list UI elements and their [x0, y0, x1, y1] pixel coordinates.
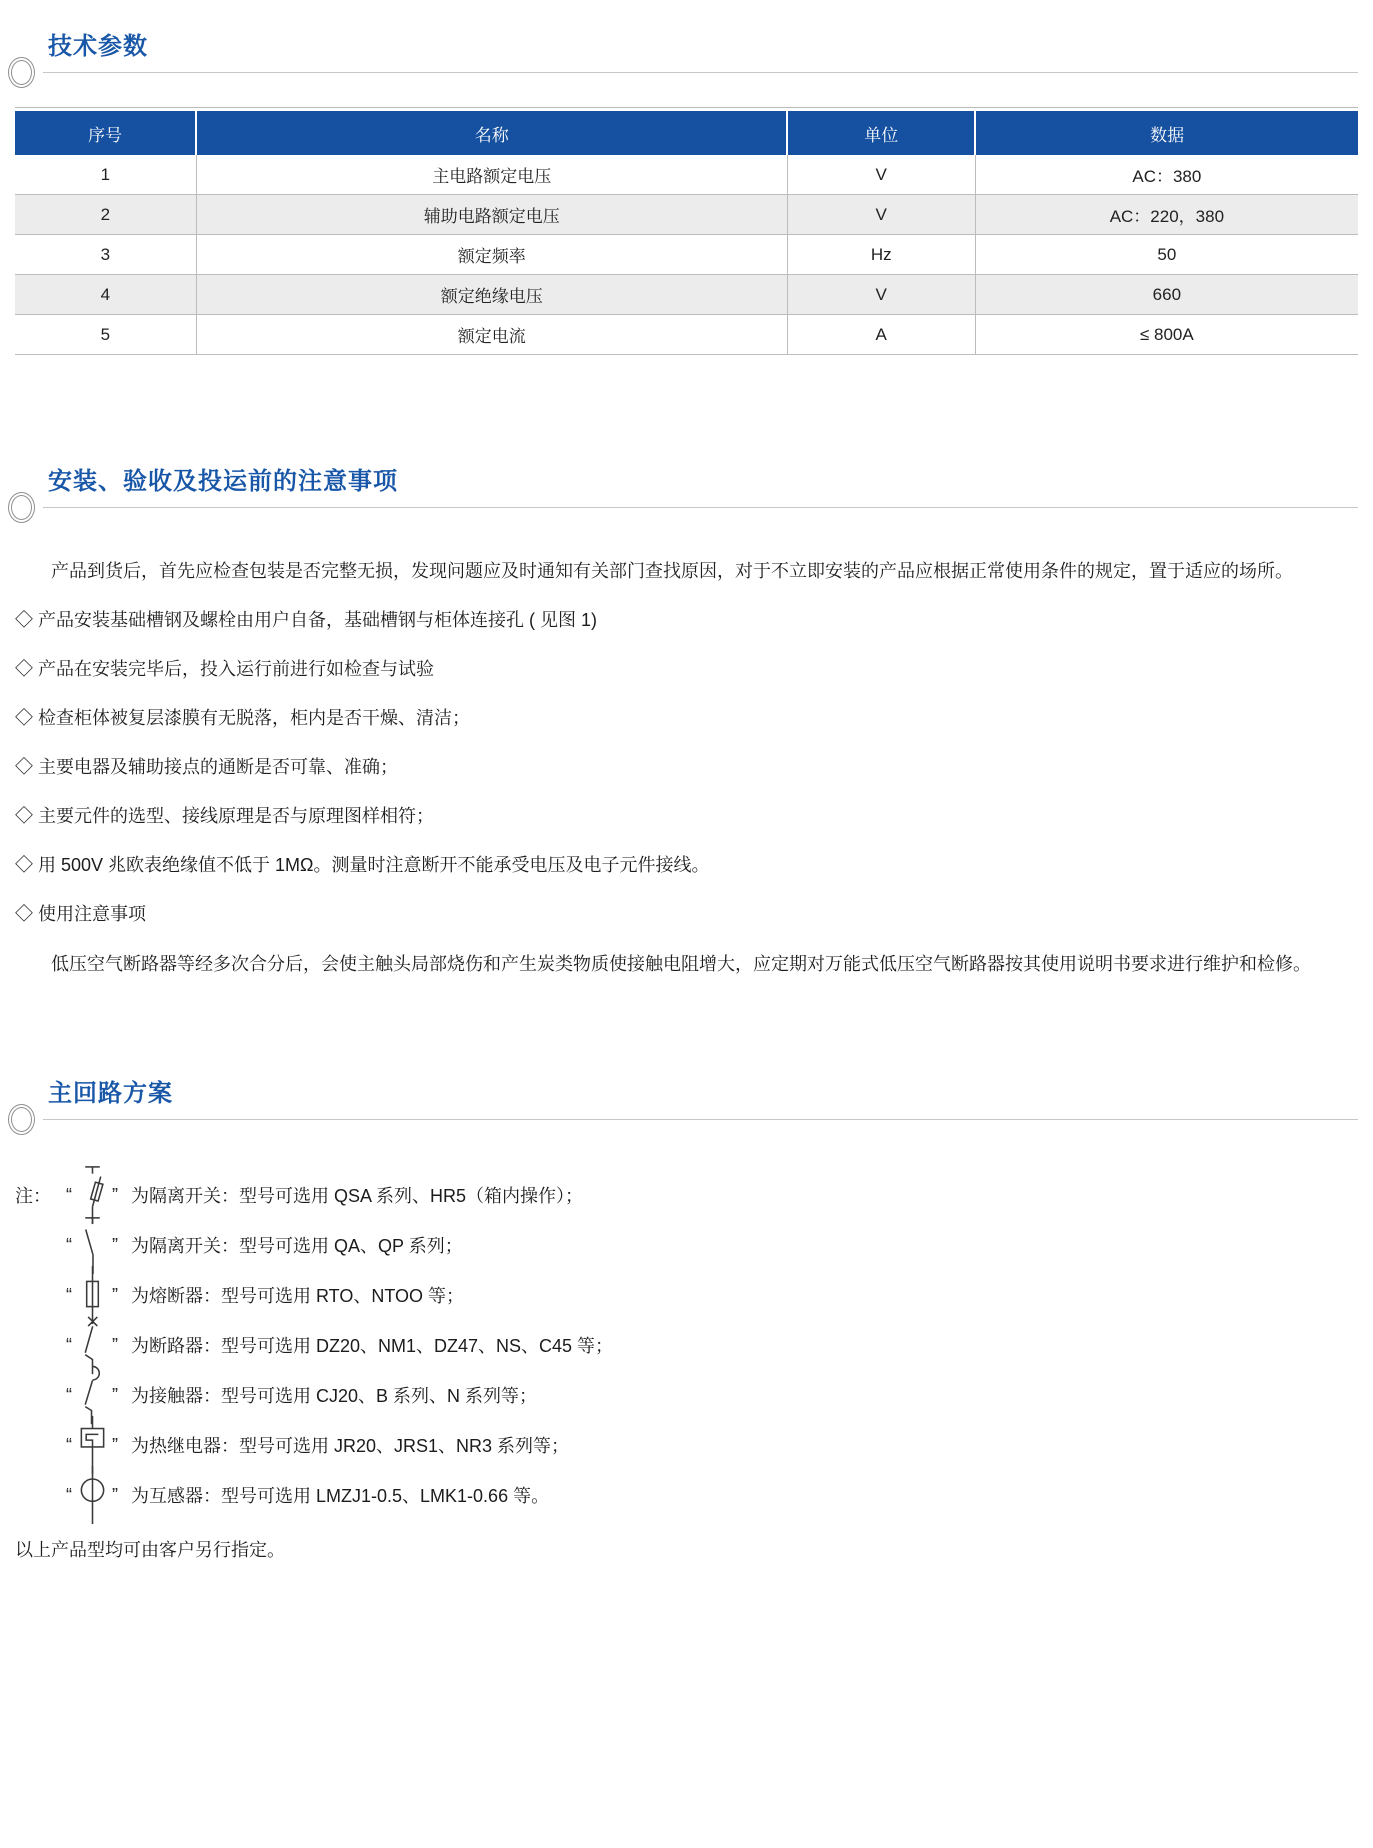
quote-close: ” — [112, 1384, 118, 1405]
cell-name: 辅助电路额定电压 — [196, 195, 787, 235]
cell-name: 额定绝缘电压 — [196, 275, 787, 315]
col-header-data: 数据 — [975, 111, 1358, 155]
table-row — [15, 275, 1358, 315]
circuit-breaker-icon — [75, 1320, 109, 1370]
table-row — [15, 235, 1358, 275]
cell-name: 主电路额定电压 — [196, 155, 787, 195]
quote-close: ” — [112, 1434, 118, 1455]
cell-index: 1 — [15, 155, 196, 195]
legend-text: 为熔断器：型号可选用 RTO、NTOO 等； — [131, 1286, 465, 1306]
cell-name: 额定电流 — [196, 315, 787, 355]
cell-name: 额定频率 — [196, 235, 787, 275]
section-title-install-notes: 安装、验收及投运前的注意事项 — [48, 468, 398, 495]
quote-open: “ — [66, 1384, 72, 1405]
cell-unit: V — [787, 195, 975, 235]
ring-decoration-icon — [8, 492, 35, 523]
table-row — [15, 315, 1358, 355]
checklist-item: ◇ 主要电器及辅助接点的通断是否可靠、准确； — [15, 757, 398, 777]
legend-footer: 以上产品型均可由客户另行指定。 — [15, 1540, 285, 1560]
quote-open: “ — [66, 1434, 72, 1455]
legend-row — [15, 1270, 1358, 1320]
legend-text: 为热继电器：型号可选用 JR20、JRS1、NR3 系列等； — [131, 1436, 570, 1456]
fused-disconnector-icon — [75, 1170, 109, 1220]
quote-open: “ — [66, 1234, 72, 1255]
col-header-name: 名称 — [196, 111, 787, 155]
outro-paragraph: 低压空气断路器等经多次合分后，会使主触头局部烧伤和产生炭类物质使接触电阻增大，应定期对万能式低压空气断路器按其使用说明书要求进行维护和检修。 — [51, 954, 1311, 974]
cell-data: AC：380 — [975, 155, 1358, 195]
legend-row — [15, 1220, 1358, 1270]
table-header-row — [15, 111, 1358, 155]
quote-open: “ — [66, 1334, 72, 1355]
checklist-item: ◇ 产品安装基础槽钢及螺栓由用户自备，基础槽钢与柜体连接孔 ( 见图 1) — [15, 610, 597, 630]
quote-open: “ — [66, 1484, 72, 1505]
legend-row — [15, 1170, 1358, 1220]
params-table — [15, 111, 1358, 355]
checklist-item: ◇ 主要元件的选型、接线原理是否与原理图样相符； — [15, 806, 434, 826]
rule-line — [43, 72, 1358, 73]
cell-unit: V — [787, 275, 975, 315]
fuse-icon — [75, 1270, 109, 1320]
quote-open: “ — [66, 1284, 72, 1305]
section-rule — [15, 63, 1358, 97]
cell-index: 5 — [15, 315, 196, 355]
cell-data: 50 — [975, 235, 1358, 275]
checklist-item: ◇ 使用注意事项 — [15, 904, 147, 924]
cell-unit: V — [787, 155, 975, 195]
quote-close: ” — [112, 1184, 118, 1205]
params-table-wrapper — [15, 107, 1358, 355]
intro-paragraph: 产品到货后，首先应检查包装是否完整无损，发现问题应及时通知有关部门查找原因，对于不立即安装的产品应根据正常使用条件的规定，置于适应的场所。 — [51, 561, 1293, 581]
legend-text: 为隔离开关：型号可选用 QSA 系列、HR5（箱内操作）； — [131, 1186, 584, 1206]
section-rule — [15, 1110, 1358, 1144]
thermal-relay-icon — [75, 1420, 109, 1470]
note-prefix: 注： — [15, 1186, 51, 1206]
section-tech-params — [15, 26, 1358, 355]
rule-line — [43, 507, 1358, 508]
cell-unit: Hz — [787, 235, 975, 275]
cell-index: 3 — [15, 235, 196, 275]
table-row — [15, 155, 1358, 195]
legend-text: 为隔离开关：型号可选用 QA、QP 系列； — [131, 1236, 463, 1256]
section-rule — [15, 498, 1358, 532]
col-header-unit: 单位 — [787, 111, 975, 155]
checklist-item: ◇ 用 500V 兆欧表绝缘值不低于 1MΩ。测量时注意断开不能承受电压及电子元件接线。 — [15, 855, 710, 875]
disconnector-icon — [75, 1220, 109, 1270]
cell-data: 660 — [975, 275, 1358, 315]
legend-row — [15, 1320, 1358, 1370]
cell-data: AC：220，380 — [975, 195, 1358, 235]
checklist-item: ◇ 产品在安装完毕后，投入运行前进行如检查与试验 — [15, 659, 434, 679]
cell-data: ≤ 800A — [975, 315, 1358, 355]
contactor-icon — [75, 1370, 109, 1420]
rule-line — [43, 1119, 1358, 1120]
checklist-item: ◇ 检查柜体被复层漆膜有无脱落，柜内是否干燥、清洁； — [15, 708, 470, 728]
section-install-notes — [15, 461, 1358, 989]
table-row — [15, 195, 1358, 235]
legend-text: 为互感器：型号可选用 LMZJ1-0.5、LMK1-0.66 等。 — [131, 1486, 550, 1506]
legend-row — [15, 1420, 1358, 1470]
current-transformer-icon — [75, 1470, 109, 1520]
quote-close: ” — [112, 1234, 118, 1255]
section-title-main-circuit: 主回路方案 — [48, 1080, 173, 1107]
legend-text: 为接触器：型号可选用 CJ20、B 系列、N 系列等； — [131, 1386, 538, 1406]
ring-decoration-icon — [8, 1104, 35, 1135]
quote-close: ” — [112, 1334, 118, 1355]
quote-open: “ — [66, 1184, 72, 1205]
quote-close: ” — [112, 1484, 118, 1505]
checklist — [15, 596, 1358, 939]
cell-index: 2 — [15, 195, 196, 235]
ring-decoration-icon — [8, 57, 35, 88]
cell-index: 4 — [15, 275, 196, 315]
quote-close: ” — [112, 1284, 118, 1305]
legend-row — [15, 1470, 1358, 1520]
legend-text: 为断路器：型号可选用 DZ20、NM1、DZ47、NS、C45 等； — [131, 1336, 614, 1356]
cell-unit: A — [787, 315, 975, 355]
col-header-index: 序号 — [15, 111, 196, 155]
symbol-legend — [15, 1170, 1358, 1562]
legend-row — [15, 1370, 1358, 1420]
section-main-circuit — [15, 1073, 1358, 1562]
section-title-tech-params: 技术参数 — [48, 33, 148, 60]
